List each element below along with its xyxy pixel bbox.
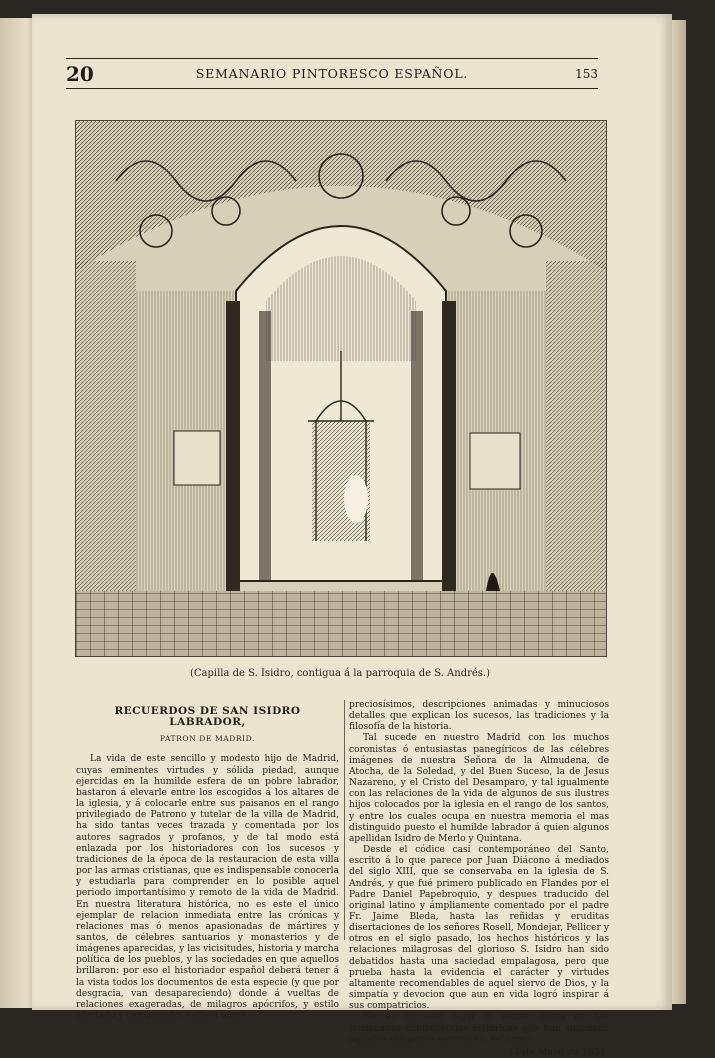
right-page-stack: [672, 20, 686, 1004]
issue-date: 12 de Mayo de 1851.: [507, 1046, 609, 1058]
article-paragraph: Tal sucede en nuestro Madrid con los muchos coronistas ó entusiastas panegíricos de las célebres imágenes de nuestra Señora de la Almudena, de Atocha, de la Soledad, y del Buen Suceso, la de Jesus Nazareno, y el Cristo del Desamparo, y tal igualmente con las relaciones de la vida de algunos de sus ilustres hijos colocados por la iglesia en el rango de los santos, y entre los cuales ocupa en nuestra memoria el mas distinguido puesto el humilde labrador á quien algunos apellidan Isidro de Merlo y Quintana.: [349, 733, 609, 844]
sheet-number: 153: [575, 67, 598, 81]
article-paragraph: preciosísimos, descripciones animadas y minuciosos detalles que explican los sucesos, las tradiciones y la filosofía de la historia.: [349, 700, 609, 733]
publication-title: SEMANARIO PINTORESCO ESPAÑOL.: [195, 66, 469, 81]
article-paragraph: No es de este lugar el entrar ahora en tan intrincadas controversias históricas que han suscitado aquellos diligentes escritores, así como: [349, 1012, 609, 1045]
article-left-column: [76, 700, 339, 1022]
article-title: RECUERDOS DE SAN ISIDRO LABRADOR,: [114, 705, 301, 729]
article-right-column: [349, 700, 609, 1058]
column-divider: [344, 700, 345, 940]
page-number: 20: [66, 62, 94, 86]
header-bottom-rule: [66, 88, 598, 89]
article-subtitle: PATRON DE MADRID.: [159, 734, 256, 744]
header-top-rule: [66, 58, 598, 59]
chapel-engraving: [75, 120, 607, 657]
article-paragraph: La vida de este sencillo y modesto hijo de Madrid, cuyas eminentes virtudes y sólida piedad, aunque ejercidas en la humilde esfera de un pobre labrador, bastaron á elevarle entre los escogidos á los altares de la iglesia, y á colocarle entre sus paisanos en el rango privilegiado de Patrono y tutelar de la villa de Madrid, ha sido tantas veces trazada y comentada por los autores sagrados y profanos, y de tal modo está enlazada por los historiadores con los sucesos y tradiciones de la época de la restauracion de esta villa por las armas cristianas, que es indispensable conocerla y estudiarla para comprender en lo posible aquel periodo importantísimo y remoto de la vida de Madrid. En nuestra literatura histórica, no es este el único ejemplar de relacion inmediata entre las crónicas y relaciones mas ó menos apasionadas de mártires y santos, de célebres santuarios y monasterios y de imágenes aparecidas, y las vicisitudes, historia y marcha política de los pueblos, y las sociedades en que aquellos brillaron: por eso el historiador español deberá tener á la vista todos los documentos de esta especie (y que por desgracia, van desapareciendo) donde á vueltas de relaciones exageradas, de milagros apócrifos, y estilo afectado y campanudo, hallará datos: [76, 754, 339, 1022]
article-paragraph: Desde el códice casi contemporáneo del Santo, escrito á lo que parece por Juan Diácono á mediados del siglo XIII, que se conservaba en la iglesia de S. Andrés, y que fué primero publicado en Flandes por el Padre Daniel Papebroquio, y despues traducido del original latino y ámpliamente comentado por el padre Fr. Jaime Bleda, hasta las reñidas y eruditas disertaciones de los señores Rosell, Mondejar, Pellicer y otros en el siglo pasado, los hechos históricos y las relaciones milagrosas del glorioso S. Isidro han sido debatidos hasta una saciedad empalagosa, pero que prueba hasta la evidencia el carácter y virtudes altamente recomendables de aquel siervo de Dios, y la simpatía y devocion que aun en vida logró inspirar á sus compatricios.: [349, 845, 609, 1012]
page-header: [66, 62, 598, 86]
illustration-caption: (Capilla de S. Isidro, contigua á la parroquia de S. Andrés.): [189, 668, 491, 679]
